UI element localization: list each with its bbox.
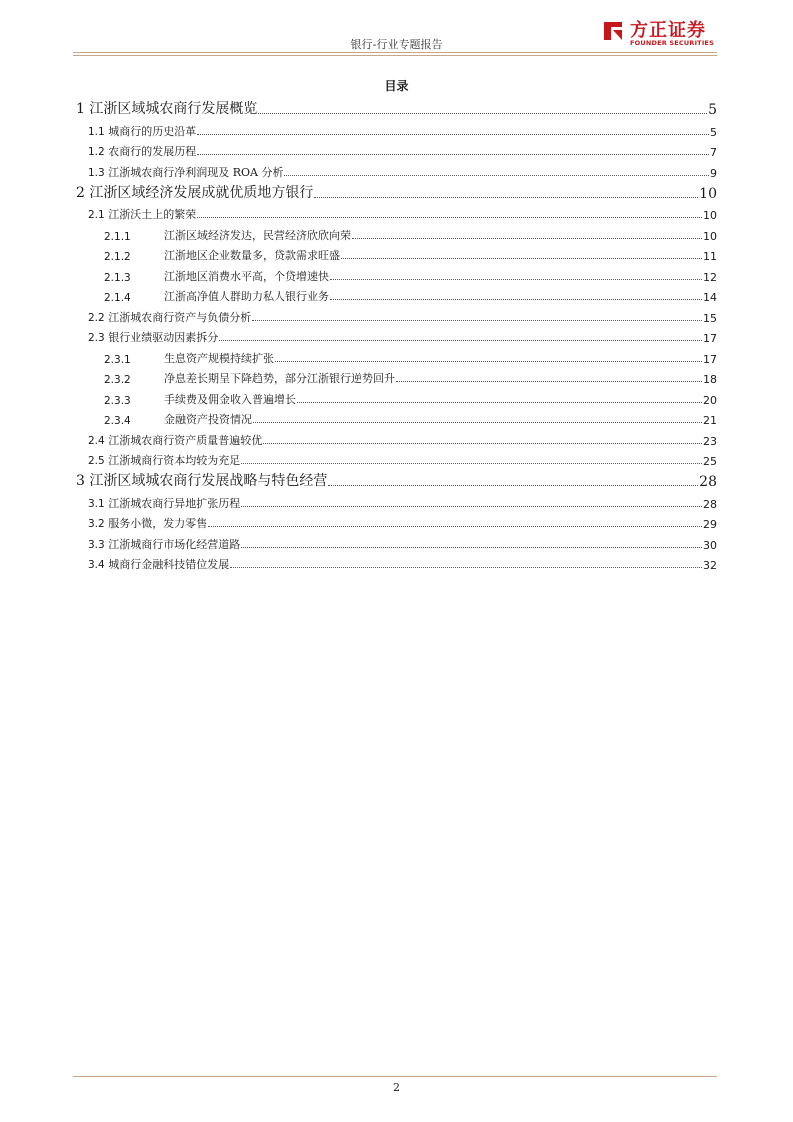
toc-entry-page: 28 bbox=[703, 497, 717, 511]
toc-entry-number: 3.2 bbox=[88, 518, 105, 530]
toc-entry-number: 2 bbox=[76, 184, 85, 201]
toc-entry-page: 25 bbox=[703, 455, 717, 468]
toc-entry[interactable] bbox=[76, 159, 717, 180]
toc-entry[interactable] bbox=[76, 304, 717, 325]
toc-entry-number: 1 bbox=[76, 101, 85, 117]
toc-entry-title bbox=[76, 470, 327, 490]
toc-dot-leader bbox=[219, 340, 702, 341]
toc-entry[interactable] bbox=[76, 325, 717, 346]
toc-entry-text: 江浙区域城农商行发展概览 bbox=[89, 101, 258, 117]
toc-entry[interactable] bbox=[76, 448, 717, 469]
toc-entry-page: 11 bbox=[703, 250, 717, 263]
toc-entry-text: 服务小微，发力零售 bbox=[108, 517, 208, 530]
toc-entry-number: 1.1 bbox=[88, 125, 105, 138]
toc-dot-leader bbox=[396, 381, 702, 382]
toc-entry[interactable] bbox=[76, 139, 717, 160]
toc-entry-number: 2.3 bbox=[88, 332, 105, 344]
toc-dot-leader bbox=[330, 299, 702, 300]
toc-entry-page: 14 bbox=[703, 291, 717, 304]
header-divider-secondary bbox=[73, 55, 717, 56]
toc-entry-number: 3.1 bbox=[88, 497, 105, 510]
toc-entry-page: 20 bbox=[703, 393, 717, 407]
toc-dot-leader bbox=[197, 217, 702, 218]
toc-entry-page: 17 bbox=[703, 332, 717, 345]
toc-entry-number: 2.4 bbox=[88, 434, 105, 447]
toc-entry-number: 3 bbox=[76, 473, 85, 489]
toc-entry[interactable] bbox=[76, 180, 717, 202]
toc-dot-leader bbox=[208, 526, 702, 527]
toc-entry-page: 21 bbox=[703, 414, 717, 427]
toc-entry-title: 江浙地区消费水平高，个贷增速快 bbox=[164, 269, 329, 283]
toc-entry-text: 江浙城农商行资产与负债分析 bbox=[108, 310, 252, 324]
toc-entry-page: 10 bbox=[703, 229, 717, 243]
toc-entry-title bbox=[76, 182, 313, 202]
header-divider bbox=[73, 52, 717, 53]
toc-entry-number: 2.3.3 bbox=[104, 394, 131, 407]
toc-entry[interactable] bbox=[76, 468, 717, 490]
toc-dot-leader bbox=[230, 567, 702, 568]
toc-entry-page: 18 bbox=[703, 373, 717, 386]
toc-entry[interactable] bbox=[76, 407, 717, 428]
toc-entry-page: 23 bbox=[703, 434, 717, 448]
toc-entry-title bbox=[76, 164, 283, 180]
toc-entry-number: 1.3 bbox=[88, 166, 105, 179]
toc-dot-leader bbox=[352, 238, 702, 239]
toc-entry-title: 净息差长期呈下降趋势，部分江浙银行逆势回升 bbox=[164, 372, 395, 385]
toc-entry-title: 手续费及佣金收入普遍增长 bbox=[164, 392, 296, 406]
toc-entry-title: 江浙区域经济发达，民营经济欣欣向荣 bbox=[164, 228, 351, 242]
toc-entry-page: 15 bbox=[703, 311, 717, 325]
toc-dot-leader bbox=[341, 258, 702, 259]
toc-entry-text: 城商行金融科技错位发展 bbox=[108, 558, 230, 571]
toc-entry[interactable] bbox=[76, 96, 717, 118]
toc-entry-text: 银行业绩驱动因素拆分 bbox=[108, 331, 219, 344]
toc-entry-text: 农商行的发展历程 bbox=[108, 145, 197, 158]
toc-entry-page: 9 bbox=[710, 166, 717, 180]
founder-logo-icon bbox=[600, 18, 626, 44]
toc-dot-leader bbox=[241, 547, 702, 548]
toc-dot-leader bbox=[297, 402, 702, 403]
toc-dot-leader bbox=[314, 197, 698, 198]
toc-entry-text: 江浙沃土上的繁荣 bbox=[108, 208, 197, 221]
toc-entry-number: 2.3.1 bbox=[104, 353, 131, 366]
toc-entry-title bbox=[76, 536, 240, 552]
toc-entry-number: 1.2 bbox=[88, 146, 105, 158]
toc-entry[interactable] bbox=[76, 243, 717, 264]
toc-entry-text: 江浙城商行市场化经营道路 bbox=[108, 537, 241, 551]
toc-entry-number: 2.1.2 bbox=[104, 251, 131, 263]
toc-entry-title bbox=[76, 206, 196, 222]
toc-dot-leader bbox=[252, 320, 702, 321]
toc-entry-text: 江浙区域经济发展成就优质地方银行 bbox=[89, 184, 314, 201]
toc-entry-page: 5 bbox=[710, 125, 717, 139]
toc-dot-leader bbox=[328, 485, 698, 486]
toc-entry-title bbox=[76, 329, 218, 345]
toc-entry[interactable] bbox=[76, 202, 717, 223]
toc-entry[interactable] bbox=[76, 386, 717, 407]
page-number: 2 bbox=[393, 1081, 400, 1094]
toc-entry-page: 28 bbox=[699, 474, 717, 490]
report-header-title: 银行-行业专题报告 bbox=[350, 38, 443, 51]
toc-entry[interactable] bbox=[76, 222, 717, 243]
toc-entry[interactable] bbox=[76, 427, 717, 448]
footer-divider bbox=[73, 1076, 717, 1077]
logo-chinese-name: 方正证券 bbox=[630, 20, 706, 41]
toc-dot-leader bbox=[241, 463, 702, 464]
toc-entry-title bbox=[76, 556, 229, 572]
toc-entry-page: 10 bbox=[699, 185, 717, 202]
toc-entry-page: 32 bbox=[703, 559, 717, 572]
toc-entry-number: 2.1.4 bbox=[104, 292, 131, 304]
toc-entry-number: 2.5 bbox=[88, 455, 105, 467]
toc-dot-leader bbox=[253, 422, 702, 423]
toc-entry-text: 江浙城商行资本均较为充足 bbox=[108, 454, 241, 467]
toc-entry-text: 江浙城农商行资产质量普遍较优 bbox=[108, 433, 263, 447]
toc-entry-page: 5 bbox=[708, 102, 717, 118]
toc-entry-number: 2.3.4 bbox=[104, 415, 131, 427]
toc-entry-page: 12 bbox=[703, 270, 717, 284]
logo-english-name: FOUNDER SECURITIES bbox=[630, 39, 714, 47]
toc-entry[interactable] bbox=[76, 366, 717, 387]
toc-entry[interactable] bbox=[76, 531, 717, 552]
toc-title: 目录 bbox=[384, 79, 409, 93]
toc-dot-leader bbox=[197, 154, 709, 155]
toc-entry-number: 3.4 bbox=[88, 559, 105, 571]
toc-entry-title: 生息资产规模持续扩张 bbox=[164, 351, 274, 365]
toc-entry-page: 29 bbox=[703, 518, 717, 531]
toc-entry-title bbox=[76, 123, 196, 139]
toc-entry-title: 江浙高净值人群助力私人银行业务 bbox=[164, 290, 329, 303]
toc-entry-number: 2.2 bbox=[88, 311, 105, 324]
toc-entry-text: 江浙城农商行净利润现及 ROA 分析 bbox=[108, 165, 284, 179]
toc-entry-number: 2.1.1 bbox=[104, 230, 131, 243]
toc-entry-title bbox=[76, 143, 196, 159]
toc-entry[interactable] bbox=[76, 118, 717, 139]
toc-entry-text: 江浙区域城农商行发展战略与特色经营 bbox=[89, 473, 328, 489]
toc-entry[interactable] bbox=[76, 490, 717, 511]
toc-entry-number: 2.3.2 bbox=[104, 374, 131, 386]
toc-entry-page: 30 bbox=[703, 538, 717, 552]
toc-entry[interactable] bbox=[76, 263, 717, 284]
toc-entry-title bbox=[76, 515, 207, 531]
toc-dot-leader bbox=[258, 113, 707, 114]
toc-entry-title: 江浙地区企业数量多，贷款需求旺盛 bbox=[164, 249, 340, 262]
toc-entry-page: 10 bbox=[703, 209, 717, 222]
toc-entry-title bbox=[76, 432, 262, 448]
toc-entry-title bbox=[76, 495, 240, 511]
toc-entry-page: 7 bbox=[710, 146, 717, 159]
toc-dot-leader bbox=[284, 175, 709, 176]
toc-entry-page: 17 bbox=[703, 352, 717, 366]
company-logo bbox=[600, 16, 720, 50]
toc-entry-text: 江浙城农商行异地扩张历程 bbox=[108, 496, 241, 510]
toc-dot-leader bbox=[263, 443, 702, 444]
toc-entry-text: 城商行的历史沿革 bbox=[108, 124, 197, 138]
toc-entry-number: 2.1 bbox=[88, 209, 105, 221]
toc-dot-leader bbox=[330, 279, 702, 280]
toc-entry-title bbox=[76, 98, 257, 118]
toc-entry-title: 金融资产投资情况 bbox=[164, 413, 252, 426]
toc-entry[interactable] bbox=[76, 345, 717, 366]
toc-dot-leader bbox=[197, 134, 709, 135]
table-of-contents bbox=[76, 96, 717, 572]
toc-entry[interactable] bbox=[76, 511, 717, 532]
toc-entry-title bbox=[76, 452, 240, 468]
toc-entry[interactable] bbox=[76, 284, 717, 305]
toc-dot-leader bbox=[241, 506, 702, 507]
toc-entry-number: 2.1.3 bbox=[104, 271, 131, 284]
toc-entry-number: 3.3 bbox=[88, 538, 105, 551]
toc-dot-leader bbox=[275, 361, 702, 362]
toc-entry-title bbox=[76, 309, 251, 325]
toc-entry[interactable] bbox=[76, 552, 717, 573]
